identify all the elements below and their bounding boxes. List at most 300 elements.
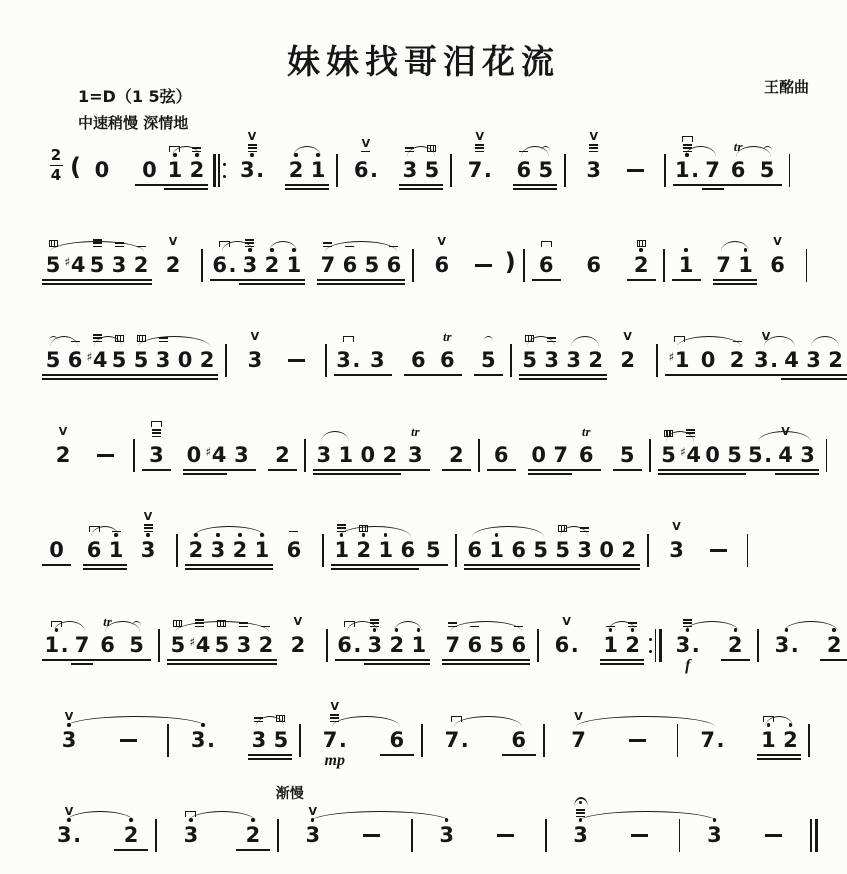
barline (299, 724, 301, 757)
note-number: 1 (310, 158, 326, 182)
note-marks (674, 314, 685, 342)
up-bow-mark: V (247, 130, 257, 144)
down-bow-mark (343, 336, 354, 342)
note-number: 3 (155, 348, 171, 372)
note-marks (151, 409, 162, 437)
underline-zone (433, 372, 462, 376)
note (753, 124, 782, 200)
underline-zone (775, 467, 797, 475)
underline (357, 469, 379, 471)
underline (83, 568, 105, 570)
underline-zone (401, 467, 430, 471)
note-number: 3 (149, 443, 164, 467)
underline-zone (474, 372, 503, 376)
note (86, 219, 108, 299)
note (486, 599, 508, 679)
underline (105, 568, 127, 570)
finger-line (337, 527, 346, 529)
note-digit (233, 538, 248, 562)
finger-mark (248, 144, 257, 152)
finger-line (330, 714, 339, 716)
note (152, 314, 174, 394)
note-digit (661, 443, 676, 467)
note (672, 219, 701, 295)
note (408, 599, 430, 679)
barline (277, 819, 279, 852)
note-number: 3 (239, 158, 255, 182)
underline (174, 374, 196, 376)
underline (189, 659, 211, 661)
note-digit (705, 158, 720, 182)
note (766, 599, 808, 671)
underline (130, 374, 152, 376)
note-digit (141, 538, 156, 562)
underline (486, 659, 508, 661)
repeat-end (649, 629, 662, 662)
underline (353, 568, 375, 570)
note-digit (289, 158, 304, 182)
dash (629, 739, 646, 742)
underline (255, 659, 277, 661)
underline (401, 469, 430, 471)
note (600, 599, 622, 679)
note-digit (738, 253, 753, 277)
underline-zone (357, 467, 379, 475)
finger-line (195, 619, 204, 621)
finger-line (683, 144, 692, 146)
underline (164, 184, 186, 186)
note (724, 124, 753, 200)
underline-zone (335, 467, 357, 475)
underline-zone (658, 467, 680, 475)
underline (317, 283, 339, 285)
barline (478, 439, 480, 472)
note (353, 504, 375, 584)
note (532, 219, 561, 295)
up-bow-mark: V (589, 130, 598, 144)
underline (210, 279, 239, 281)
note-digit (190, 158, 205, 182)
sharp-sign: ♯ (86, 350, 93, 364)
note-number: 4 (211, 443, 227, 467)
note-number: 6 (467, 633, 483, 657)
repeat-barline-thin (655, 629, 657, 662)
underline (183, 469, 205, 471)
barline (412, 249, 414, 282)
note (573, 124, 615, 196)
underline (775, 473, 797, 475)
note (108, 314, 130, 394)
note-digit (274, 728, 289, 752)
note-digit (603, 633, 618, 657)
note (421, 219, 463, 291)
note-digit (408, 443, 423, 467)
note-number: 2 (188, 538, 204, 562)
note-digit (700, 728, 724, 752)
underline-zone (386, 657, 408, 665)
note (335, 599, 364, 675)
note-number: 0 (49, 538, 64, 562)
underline (42, 283, 64, 285)
note-marks (574, 789, 588, 817)
underline-zone (486, 562, 508, 570)
underline (317, 279, 339, 281)
underline-zone (317, 277, 339, 285)
note-marks (251, 314, 260, 342)
underline (694, 374, 723, 376)
underline (519, 374, 541, 376)
note-digit (760, 158, 775, 182)
underline (189, 663, 211, 665)
note (694, 314, 723, 390)
note (781, 314, 803, 394)
finger-mark (475, 144, 484, 152)
note (513, 124, 535, 204)
note-digit (588, 348, 603, 372)
augmentation-dot: . (338, 728, 347, 752)
underline (672, 279, 701, 281)
note (174, 314, 196, 394)
finger-line (589, 147, 598, 149)
finger-line (323, 242, 332, 244)
underline (713, 279, 735, 281)
finger-line (152, 436, 161, 438)
underline (379, 469, 401, 471)
note-digit (806, 348, 821, 372)
barline (325, 344, 327, 377)
underline (528, 473, 550, 475)
underline-zone (757, 752, 779, 760)
finger-line (475, 151, 484, 153)
note-digit (566, 348, 581, 372)
note (486, 504, 508, 584)
note-marks (623, 314, 632, 342)
underline (775, 469, 797, 471)
note-number: 6 (286, 538, 302, 562)
underline-zone (519, 372, 541, 380)
note-marks (438, 219, 447, 247)
barline (450, 154, 452, 187)
note-number: 6 (516, 158, 532, 182)
underline-zone (211, 657, 233, 665)
note-number: 2 (620, 348, 635, 372)
note-marks (289, 504, 298, 532)
note (399, 124, 421, 204)
note (622, 599, 644, 679)
underline (622, 663, 644, 665)
underline (108, 378, 130, 380)
note-digit (100, 633, 115, 657)
note-number: 1 (489, 538, 504, 562)
up-bow-mark: V (308, 805, 318, 818)
finger-line (93, 334, 102, 336)
underline-zone (421, 182, 443, 190)
note-digit (112, 348, 127, 372)
note (248, 694, 270, 774)
underline-zone (83, 562, 105, 570)
note-number: 5 (727, 443, 742, 467)
note-digit (44, 633, 68, 657)
note-number: 5 (45, 253, 61, 277)
music-line (42, 219, 815, 314)
note-number: 0 (177, 348, 193, 372)
tempo-change-label: 渐慢 (275, 786, 304, 802)
finger-mark (589, 144, 598, 152)
note-marks (323, 219, 332, 247)
note-number: 6 (100, 633, 115, 657)
note-digit (411, 633, 426, 657)
dynamic-label: f (685, 657, 691, 674)
note (185, 504, 207, 584)
note-number: 3 (675, 633, 691, 657)
underline (42, 378, 64, 380)
underline (421, 188, 443, 190)
note-number: 6 (389, 728, 405, 752)
underline (229, 568, 251, 570)
underline-zone (135, 182, 164, 186)
barline (167, 724, 169, 757)
note-marks (637, 219, 646, 247)
underline (251, 564, 273, 566)
note (397, 504, 419, 584)
note (196, 314, 218, 394)
underline (421, 184, 443, 186)
note-digit (634, 253, 649, 277)
note (270, 694, 292, 774)
note-digit (440, 348, 455, 372)
finger-line (330, 717, 339, 719)
repeat-start (213, 154, 226, 187)
note (667, 599, 709, 674)
note (757, 219, 799, 291)
repeat-barline-thick (659, 629, 662, 662)
note-digit (365, 253, 380, 277)
note (797, 409, 819, 489)
note-number: 1 (338, 443, 354, 467)
underline-zone (122, 657, 151, 661)
augmentation-dot: . (716, 728, 725, 752)
note-number: 6 (493, 443, 509, 467)
note-number: 6 (586, 253, 601, 277)
note (687, 789, 741, 861)
note (317, 219, 339, 299)
underline (339, 279, 361, 281)
underline (563, 374, 585, 376)
up-bow-mark: V (143, 510, 153, 524)
note (142, 409, 171, 485)
underline (71, 663, 93, 665)
note (363, 314, 392, 390)
underline (386, 659, 408, 661)
finger-line (686, 429, 695, 431)
underline-zone (189, 657, 211, 665)
barline (679, 819, 681, 852)
underline (363, 374, 392, 376)
note-number: 2 (356, 538, 372, 562)
note (508, 504, 530, 584)
note-digit (494, 443, 509, 467)
note-number: 2 (290, 633, 306, 657)
underline-zone (251, 562, 273, 570)
note-digit (212, 253, 236, 277)
underline (64, 374, 86, 376)
underline (86, 283, 108, 285)
note-number: 3 (544, 348, 559, 372)
underline-zone (442, 657, 464, 665)
augmentation-dot: . (570, 633, 579, 657)
note-digit (189, 538, 204, 562)
underline (797, 473, 819, 475)
underline-zone (746, 467, 775, 471)
underline-zone (196, 372, 218, 380)
note-number: 3 (56, 823, 72, 847)
dash (363, 834, 380, 837)
dash (97, 454, 114, 457)
underline-zone (464, 562, 486, 570)
finger-line (245, 239, 254, 241)
note-number: 2 (275, 443, 290, 467)
underline (205, 473, 227, 475)
note (627, 219, 656, 295)
note-number: 5 (480, 348, 496, 372)
note (83, 504, 105, 584)
underline (658, 473, 680, 475)
barline (455, 534, 457, 567)
note-number: 0 (186, 443, 202, 467)
note-marks (337, 504, 346, 532)
note-digit (400, 538, 415, 562)
note-digit (555, 633, 579, 657)
finger-mark (289, 531, 298, 533)
note-number: 1 (286, 253, 302, 277)
note-number: 0 (142, 158, 157, 182)
note-marks (475, 124, 484, 152)
augmentation-dot: . (790, 633, 799, 657)
note-digit (323, 728, 347, 752)
underline (353, 564, 375, 566)
sharp-sign: ♯ (680, 445, 686, 459)
underline (530, 564, 552, 566)
note-number: 1 (761, 728, 776, 752)
note-digit (178, 348, 193, 372)
note (752, 314, 781, 390)
underline (233, 659, 255, 661)
underline (724, 184, 753, 186)
underline (313, 469, 335, 471)
note-digit (156, 348, 171, 372)
underline (83, 564, 105, 566)
note (825, 314, 847, 394)
note-number: 6 (400, 538, 416, 562)
underline-zone (694, 372, 723, 376)
underline-zone (721, 657, 750, 661)
barline (523, 249, 525, 282)
underline-zone (528, 467, 550, 475)
underline-zone (42, 372, 64, 380)
note-digit (511, 538, 526, 562)
underline (702, 184, 724, 186)
underline-zone (613, 467, 642, 471)
underline-zone (600, 657, 622, 665)
underline-zone (255, 657, 277, 665)
note (574, 504, 596, 584)
underline-zone (724, 467, 746, 475)
underline (105, 564, 127, 566)
note-number: 5 (45, 348, 61, 372)
underline (386, 663, 408, 665)
note (357, 409, 379, 489)
underline (442, 659, 464, 661)
trill-mark: tr (410, 424, 420, 439)
underline (399, 184, 421, 186)
underline-zone (408, 657, 430, 665)
note (383, 219, 405, 299)
augmentation-dot: . (691, 633, 700, 657)
up-bow-mark: V (761, 330, 771, 343)
underline (702, 188, 724, 190)
note-number: 3 (242, 253, 258, 277)
note (442, 409, 471, 485)
underline (613, 469, 642, 471)
underline-zone (825, 372, 847, 380)
underline-zone (442, 467, 471, 471)
underline-zone (86, 372, 108, 380)
underline-zone (508, 562, 530, 570)
note-number: 3 (367, 633, 383, 657)
note-marks (294, 599, 303, 627)
underline (820, 659, 847, 661)
underline (508, 659, 530, 661)
underline (404, 374, 433, 376)
note-number: 6 (434, 253, 450, 277)
barline (677, 724, 679, 757)
note-marks (330, 694, 339, 722)
note-number: 2 (783, 728, 798, 752)
underline (550, 469, 572, 471)
underline (375, 568, 397, 570)
note-marks (541, 219, 552, 247)
note-digit (620, 443, 635, 467)
underline (185, 568, 207, 570)
underline-zone (285, 182, 307, 190)
underline-zone (268, 467, 297, 471)
note-number: 6 (554, 633, 570, 657)
note-digit (109, 538, 124, 562)
underline-zone (781, 372, 803, 380)
note-number: 3 (573, 823, 588, 847)
underline (364, 659, 386, 661)
note-digit (599, 538, 614, 562)
note-digit (311, 158, 326, 182)
note-number: 5 (364, 253, 380, 277)
note-number: 0 (360, 443, 376, 467)
note (308, 694, 362, 769)
note-digit (679, 253, 694, 277)
note-number: 0 (94, 158, 110, 182)
note-digit (246, 823, 261, 847)
note-digit (46, 348, 61, 372)
underline (108, 283, 130, 285)
note (379, 409, 401, 489)
underline (313, 473, 335, 475)
note-digit (337, 633, 361, 657)
note-number: 4 (92, 348, 108, 372)
barline (304, 439, 306, 472)
underline (183, 473, 205, 475)
note-number: 5 (129, 633, 144, 657)
underline (335, 469, 357, 471)
below-zone (685, 657, 691, 674)
